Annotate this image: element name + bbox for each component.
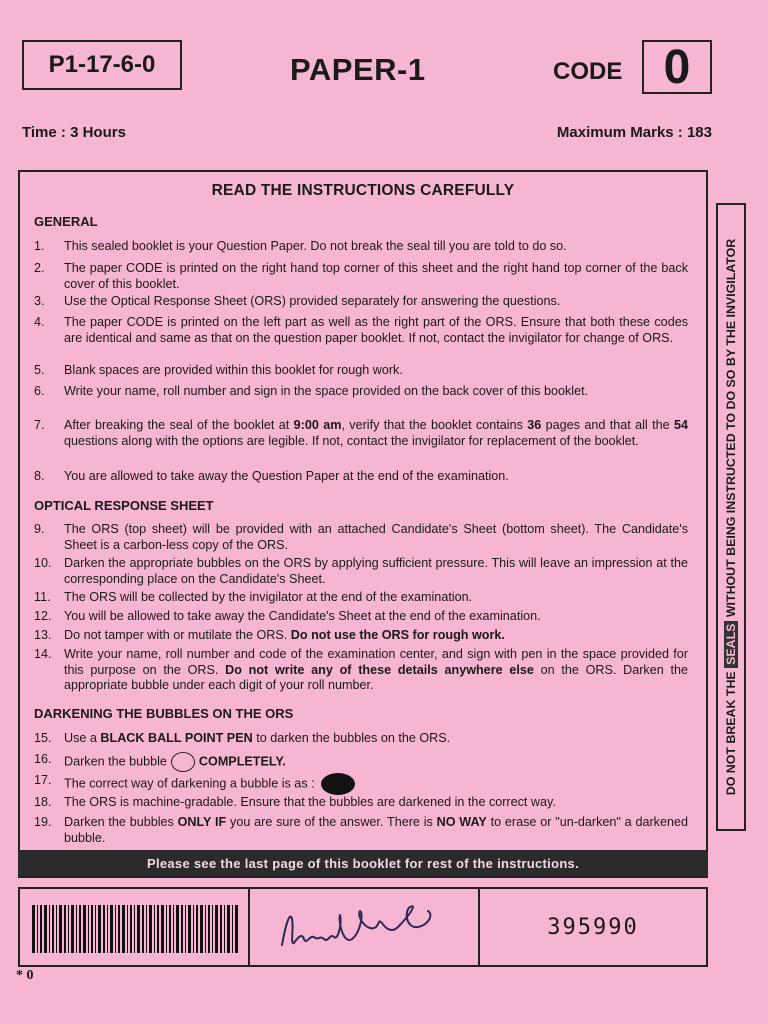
- code-digit-box: [642, 40, 712, 94]
- instruction-item: 2. The paper CODE is printed on the right hand top corner of this sheet and the right hand top corner of the back cover of this booklet.: [34, 261, 688, 291]
- barcode-icon: [32, 905, 238, 953]
- instruction-item: 18. The ORS is machine-gradable. Ensure that the bubbles are darkened in the correct way.: [34, 795, 556, 809]
- instruction-item: 14. Write your name, roll number and code of the examination center, and sign with pen in the space provided for this purpose on the ORS. Do not write any of these details anywhere else on the ORS. Darken the appropriate bubble under each digit of your roll number.: [34, 647, 688, 693]
- instruction-item: 1. This sealed booklet is your Question Paper. Do not break the seal till you are told to do so.: [34, 239, 567, 253]
- code-digit: 0: [663, 40, 691, 94]
- instruction-item: 8. You are allowed to take away the Question Paper at the end of the examination.: [34, 469, 509, 483]
- instructions-footer: Please see the last page of this booklet for rest of the instructions.: [18, 850, 708, 876]
- section-ors: OPTICAL RESPONSE SHEET: [34, 498, 214, 513]
- bottom-strip: [18, 887, 708, 967]
- instruction-item: 4. The paper CODE is printed on the left part as well as the right part of the ORS. Ensure that both these codes are identical and same as that on the question paper booklet. If not, contact the invigilator for change of ORS.: [34, 315, 688, 345]
- instruction-item: 15. Use a BLACK BALL POINT PEN to darken the bubbles on the ORS.: [34, 731, 451, 745]
- paper-title: PAPER-1: [290, 52, 426, 87]
- instruction-item: 11. The ORS will be collected by the invigilator at the end of the examination.: [34, 590, 473, 604]
- instruction-item: 7. After breaking the seal of the booklet at 9:00 am, verify that the booklet contains 36 pages and that all the 54 questions along with the options are legible. If not, contact the invigilator for replacement of the booklet.: [34, 418, 688, 448]
- code-label: CODE: [553, 58, 623, 85]
- star-mark: * 0: [16, 968, 34, 983]
- paper-code-box: [22, 40, 182, 90]
- instruction-item: 3. Use the Optical Response Sheet (ORS) provided separately for answering the questions.: [34, 294, 561, 308]
- section-general: GENERAL: [34, 214, 98, 229]
- signature-icon: [268, 893, 468, 963]
- signature-cell: [250, 889, 480, 965]
- instruction-item: 12. You will be allowed to take away the Candidate's Sheet at the end of the examination.: [34, 609, 541, 623]
- serial-number: 395990: [547, 914, 639, 940]
- instruction-item: 13. Do not tamper with or mutilate the ORS. Do not use the ORS for rough work.: [34, 628, 505, 642]
- paper-code: P1-17-6-0: [48, 51, 156, 78]
- filled-bubble-icon: [321, 773, 355, 795]
- instruction-item: 17. The correct way of darkening a bubble is as :: [34, 773, 688, 795]
- empty-bubble-icon: [171, 752, 195, 772]
- instruction-item: 5. Blank spaces are provided within this booklet for rough work.: [34, 363, 403, 377]
- instructions-heading: READ THE INSTRUCTIONS CAREFULLY: [211, 182, 515, 199]
- instruction-item: 19. Darken the bubbles ONLY IF you are sure of the answer. There is NO WAY to erase or "un-darken" a darkened bubble.: [34, 815, 688, 845]
- section-bubbles: DARKENING THE BUBBLES ON THE ORS: [34, 706, 294, 721]
- side-note: DO NOT BREAK THE SEALS WITHOUT BEING INSTRUCTED TO DO SO BY THE INVIGILATOR: [724, 238, 738, 796]
- instruction-item: 10. Darken the appropriate bubbles on the ORS by applying sufficient pressure. This will leave an impression at the corresponding place on the Candidate's Sheet.: [34, 556, 688, 586]
- instruction-item: 16. Darken the bubble COMPLETELY.: [34, 752, 688, 772]
- instruction-item: 6. Write your name, roll number and sign in the space provided on the back cover of this booklet.: [34, 384, 589, 398]
- exam-time: Time : 3 Hours: [22, 124, 126, 141]
- max-marks: Maximum Marks : 183: [556, 124, 712, 141]
- barcode-cell: [20, 889, 250, 965]
- instruction-item: 9. The ORS (top sheet) will be provided with an attached Candidate's Sheet (bottom sheet). The Candidate's Sheet is a carbon-less copy of the ORS.: [34, 522, 688, 552]
